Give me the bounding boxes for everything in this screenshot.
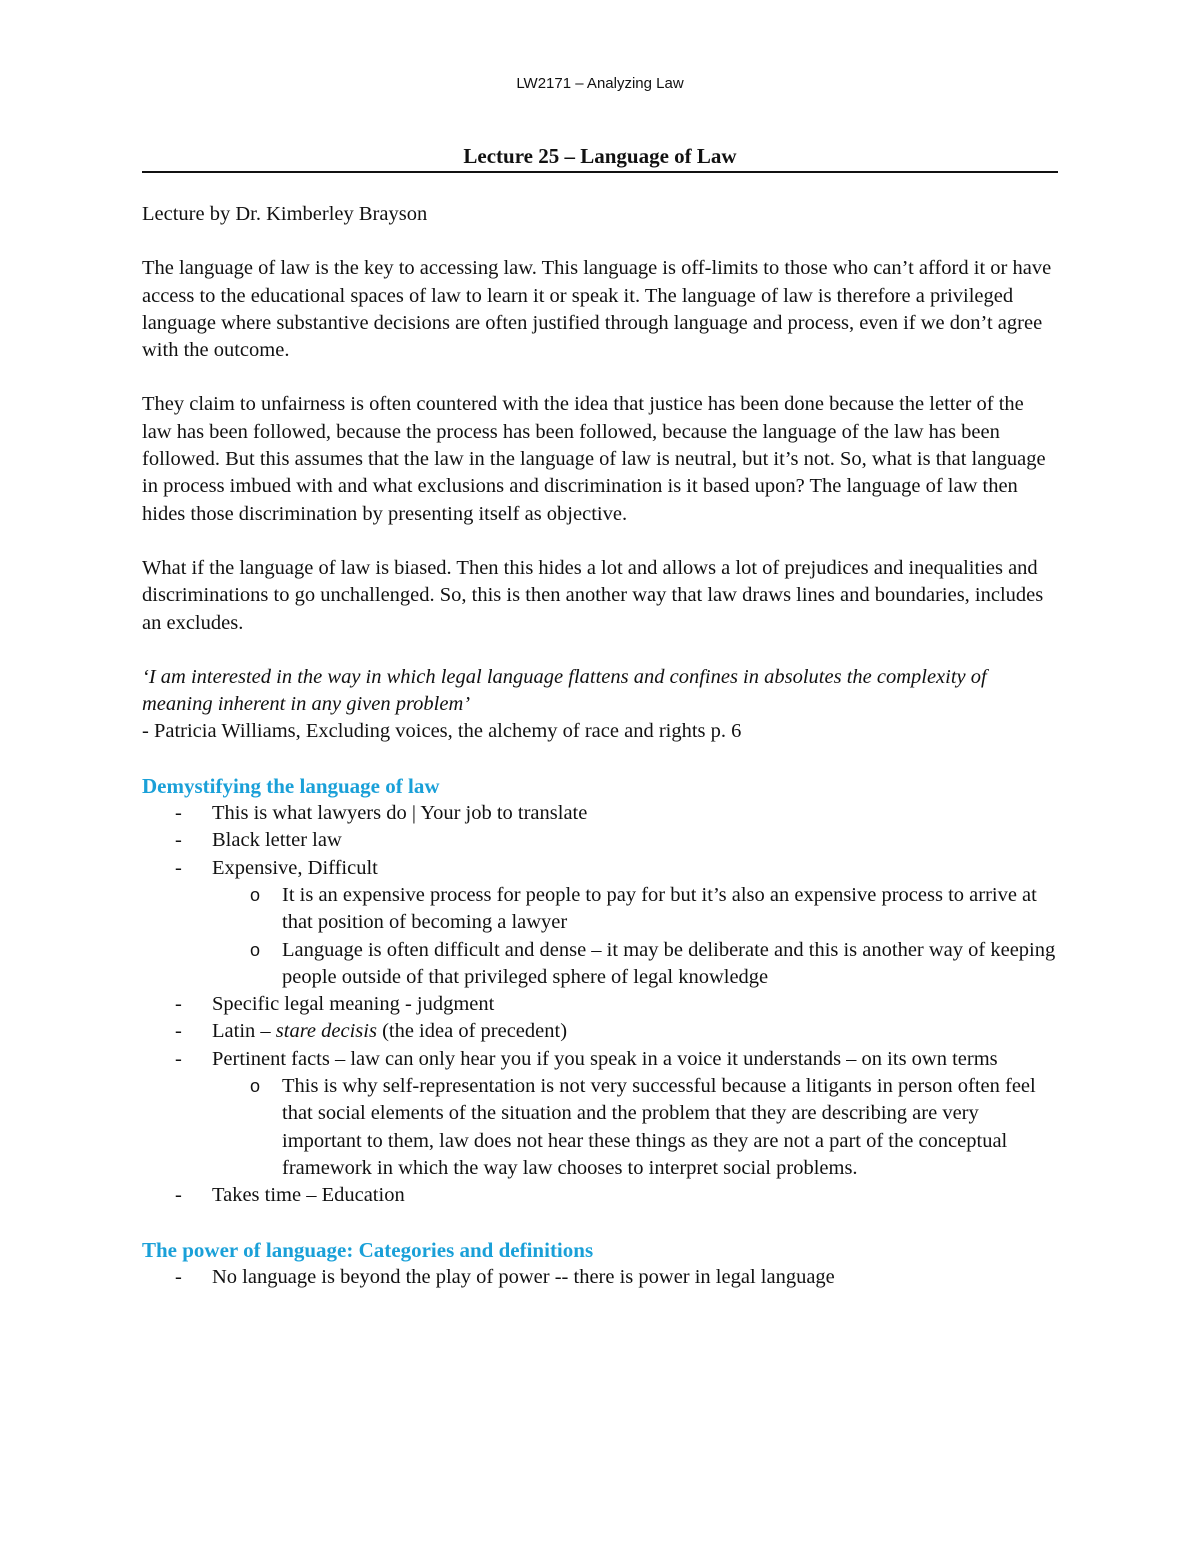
sub-list-item (212, 882, 1058, 937)
list-item-text: This is what lawyers do | Your job to translate (212, 802, 588, 825)
list-item-text: Pertinent facts – law can only hear you if you speak in a voice it understands – on its own terms (212, 1047, 998, 1070)
page-header: LW2171 – Analyzing Law (516, 75, 684, 92)
sub-list-item-text: It is an expensive process for people to pay for but it’s also an expensive process to arrive at that position of becoming a lawyer (282, 883, 1037, 934)
list-item-text-suffix: (the idea of precedent) (376, 1020, 568, 1043)
dash-marker: - (175, 829, 182, 852)
list-item (142, 855, 1058, 991)
paragraph-2: They claim to unfairness is often countered with the idea that justice has been done because the letter of the law has been followed, because the process has been followed, because the language of the law has been followed. But this assumes that the law in the language of law is neutral, but it’s not. So, what is that language in process imbued with and what exclusions and discrimination is it based upon? The language of law then hides those discrimination by presenting itself as objective. (142, 393, 1046, 525)
circle-marker: o (250, 1076, 261, 1097)
dash-marker: - (175, 1184, 182, 1207)
list-item-text: Specific legal meaning - judgment (212, 993, 495, 1016)
sub-list-item (212, 937, 1058, 992)
dash-marker: - (175, 1265, 182, 1288)
list-item (142, 1018, 1058, 1045)
list-item-text: Takes time – Education (212, 1184, 405, 1207)
list-item (142, 1182, 1058, 1209)
list-item (142, 827, 1058, 854)
lecture-byline: Lecture by Dr. Kimberley Brayson (142, 203, 428, 225)
list-item-text-prefix: Latin – (212, 1020, 276, 1043)
list-item (142, 1264, 1058, 1291)
sub-list-item-text: Language is often difficult and dense – it may be deliberate and this is another way of keeping people outside of that privileged sphere of legal knowledge (282, 938, 1056, 988)
bullet-list-power-of-language (142, 1264, 1058, 1291)
list-item-text: Black letter law (212, 829, 342, 852)
list-item (142, 800, 1058, 827)
section-heading-demystifying: Demystifying the language of law (142, 773, 440, 798)
bullet-list-demystifying (142, 800, 1058, 1209)
sub-list (212, 882, 1058, 991)
lecture-title: Lecture 25 – Language of Law (142, 142, 1058, 173)
dash-marker: - (175, 993, 182, 1016)
dash-marker: - (175, 1047, 182, 1070)
paragraph-1: The language of law is the key to accessing law. This language is off-limits to those who can’t afford it or have access to the educational spaces of law to learn it or speak it. The language of law is therefore a privileged language where substantive decisions are often justified through language and process, even if we don’t agree with the outcome. (142, 257, 1052, 362)
dash-marker: - (175, 856, 182, 879)
section-heading-power-of-language: The power of language: Categories and definitions (142, 1237, 594, 1262)
dash-marker: - (175, 1020, 182, 1043)
list-item (142, 1046, 1058, 1182)
circle-marker: o (250, 939, 261, 960)
latin-term: stare decisis (275, 1020, 377, 1043)
quote-attribution: - Patricia Williams, Excluding voices, the alchemy of race and rights p. 6 (142, 720, 742, 743)
sub-list-item-text: This is why self-representation is not very successful because a litigants in person often feel that social elements of the situation and the problem that they are describing are very important to them, law does not hear these things as they are not a part of the conceptual framework in which the way law chooses to interpret social problems. (282, 1075, 1036, 1179)
list-item (142, 991, 1058, 1018)
sub-list (212, 1073, 1058, 1182)
paragraph-3: What if the language of law is biased. Then this hides a lot and allows a lot of prejudices and inequalities and discriminations to go unchallenged. So, this is then another way that law draws lines and boundaries, includes an excludes. (142, 556, 1044, 634)
document-body (142, 201, 1058, 1291)
sub-list-item (212, 1073, 1058, 1182)
circle-marker: o (250, 884, 261, 905)
quote-text: ‘I am interested in the way in which legal language flattens and confines in absolutes the complexity of meaning inherent in any given problem’ (142, 665, 987, 716)
list-item-text: No language is beyond the play of power -- there is power in legal language (212, 1265, 835, 1288)
list-item-text: Expensive, Difficult (212, 856, 378, 879)
dash-marker: - (175, 802, 182, 825)
document-page (142, 70, 1058, 1291)
